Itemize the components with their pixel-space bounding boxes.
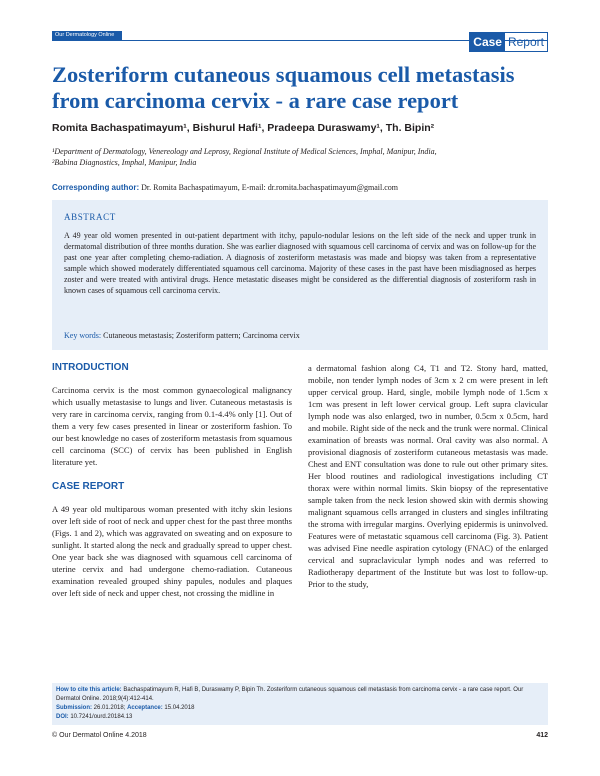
author-list: Romita Bachaspatimayum¹, Bishurul Hafi¹, Pradeepa Duraswamy¹, Th. Bipin²: [52, 122, 435, 134]
page-footer: [52, 732, 548, 739]
submission-date: 26.01.2018;: [92, 705, 126, 711]
cite-label: How to cite this article:: [56, 687, 122, 693]
copyright: © Our Dermatol Online 4.2018: [52, 732, 147, 739]
dates: [56, 704, 544, 713]
abstract-text: A 49 year old women presented in out-patient department with itchy, papulo-nodular lesions on the left side of the neck and upper trunk in dermatomal distribution of three months duration. She was earlier diagnosed with squamous cell carcinoma of cervix and was on follow-up for the past one year after completing chemo-radiation. A diagnosis of zosteriform metastasis was made and biopsy was taken from a representative sample which showed moderately differentiated squamous cell carcinoma. Majority of these cases in the past have been misdiagnosed as herpes zoster and were treated with antiviral drugs. Hence metastatic diseases might be considered as the differential diagnosis of zosteriform rash in known cases of squamous cell carcinoma cervix.: [64, 231, 536, 295]
right-column: [308, 362, 548, 603]
corresponding-label: Corresponding author:: [52, 183, 140, 192]
badge-report: Report: [504, 32, 548, 52]
abstract-box: [52, 200, 548, 350]
journal-tag: Our Dermatology Online: [52, 31, 122, 40]
cite-text: Bachaspatimayum R, Hafi B, Duraswamy P, Bipin Th. Zosteriform cutaneous squamous cell metastasis from carcinoma cervix - a rare case report. Our Dermatol Online. 2018;9(4):412-414.: [56, 687, 524, 702]
affiliation-2: ²Babina Diagnostics, Imphal, Manipur, India: [52, 158, 197, 167]
case-report-text-right: a dermatomal fashion along C4, T1 and T2. Stony hard, matted, mobile, non tender lymph nodes of 3cm x 2 cm were present in left upper cervical group. Hard, single, mobile lymph node of 1.5cm x 1cm was present in left lower cervical group. Left supra clavicular lymph node was also enlarged, two in number, 0.5cm x 0.5cm, hard and mobile. Right side of the neck and the trunk were normal. Clinical examination of breasts was normal. Oral cavity was also normal. A provisional diagnosis of zosteriform cutaneous metastasis was made. Chest and ENT consultation was done to rule out other primary sites. Her blood routines and radiological investigations including CT thorax were within normal limits. Skin biopsy of the representative sample taken from the neck lesion showed skin with dermis showing malignant squamous cells arranged in clusters and singles infiltrating the stroma with irregular margins. Overlying epidermis is uninvolved. Features were of metastatic squamous cell carcinoma (Fig. 3). Patient was advised Fine needle aspiration cytology (FNAC) of the enlarged cervical and supraclavicular lymph nodes and was referred to Radiotherapy department of the Institute but was lost to follow-up. Prior to the study,: [308, 363, 548, 589]
badge-case: Case: [469, 32, 504, 52]
acceptance-date: 15.04.2018: [162, 705, 195, 711]
doi-label: DOI:: [56, 714, 69, 720]
page-number: 412: [536, 732, 548, 739]
keywords-text: Cutaneous metastasis; Zosteriform pattern; Carcinoma cervix: [101, 331, 300, 340]
article-title: Zosteriform cutaneous squamous cell metastasis from carcinoma cervix - a rare case report: [52, 62, 515, 113]
doi-line: [56, 713, 544, 722]
keywords-label: Key words:: [64, 331, 102, 340]
affiliation-1: ¹Department of Dermatology, Venereology and Leprosy, Regional Institute of Medical Sciences, Imphal, Manipur, India,: [52, 147, 437, 156]
citation-info-box: [52, 683, 548, 725]
how-to-cite: [56, 686, 544, 704]
case-report-text-left: A 49 year old multiparous woman presented with itchy skin lesions over left side of root of neck and upper chest for the past three months (Figs. 1 and 2), which was aggravated on sweating and on exposure to sunlight. It started along the neck and gradually spread to upper chest. One year back she was diagnosed with squamous cell carcinoma of uterine cervix and had undergone chemo-radiation. Cutaneous examination revealed grouped shiny papules, nodules and plaques over left side of neck and upper chest, not crossing the midline in: [52, 504, 292, 598]
acceptance-label: Acceptance:: [127, 705, 163, 711]
affiliations: [52, 146, 548, 168]
introduction-text: Carcinoma cervix is the most common gynaecological malignancy which usually metastasise to lungs and liver. Cutaneous metastasis is very rare in carcinoma cervix, ranging from 0.1-4.4% only [1]. Out of them a very few cases presented in linear or zosteriform fashion. To our best knowledge no cases of zosteriform metastasis from squamous cell carcinoma (SCC) of cervix has been published in English literature yet.: [52, 385, 292, 467]
corresponding-text: Dr. Romita Bachaspatimayum, E-mail: dr.romita.bachaspatimayum@gmail.com: [139, 183, 398, 192]
submission-label: Submission:: [56, 705, 93, 711]
case-report-heading: CASE REPORT: [52, 481, 125, 492]
left-column: [52, 362, 292, 612]
corresponding-author: [52, 182, 548, 193]
abstract-heading: ABSTRACT: [64, 212, 116, 222]
doi-value[interactable]: 10.7241/ourd.20184.13: [68, 714, 133, 720]
introduction-heading: INTRODUCTION: [52, 362, 129, 373]
keywords: [64, 331, 300, 340]
article-type-badge: [469, 32, 548, 52]
